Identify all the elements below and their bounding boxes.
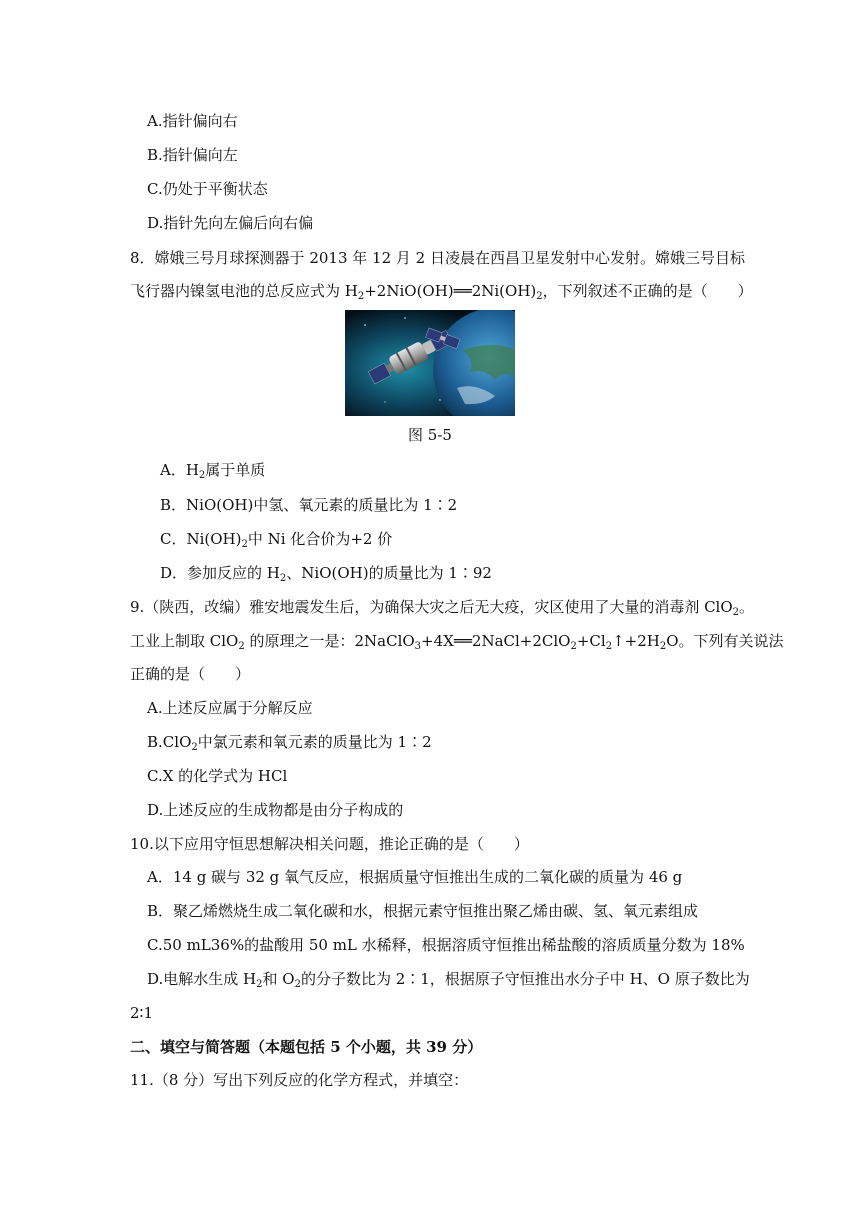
q8-option-a: A．$H_2$属于单质 (160, 461, 266, 481)
q10-option-d: D.电解水生成 $H_2$和 $O_2$的分子数比为 2∶1，根据原子守恒推出水分子中 H、O 原子数比为 (147, 970, 750, 990)
section-heading: 二、填空与简答题（本题包括 5 个小题，共 39 分） (130, 1038, 483, 1056)
q10-option-a: A．14 g 碳与 32 g 氧气反应，根据质量守恒推出生成的二氧化碳的质量为 46 g (147, 868, 683, 886)
q7-option-a: A.指针偏向右 (147, 112, 238, 130)
q7-option-b: B.指针偏向左 (147, 146, 238, 164)
q9-stem-line3: 正确的是（ ） (130, 665, 251, 683)
spacecraft-image (345, 310, 515, 416)
q11-stem: 11.（8 分）写出下列反应的化学方程式，并填空： (130, 1071, 469, 1089)
q8-option-b: B．NiO(OH)中氢、氧元素的质量比为 1∶2 (160, 496, 458, 514)
spacecraft-earth-illustration (345, 310, 515, 416)
q9-stem-line1: 9.（陕西，改编）雅安地震发生后，为确保大灾之后无大疫，灾区使用了大量的消毒剂 ClO$_2$。 (130, 598, 755, 618)
q9-option-b: B.ClO$_2$中氯元素和氧元素的质量比为 1∶2 (147, 733, 432, 753)
q9-option-a: A.上述反应属于分解反应 (147, 699, 313, 717)
q10-option-b: B．聚乙烯燃烧生成二氧化碳和水，根据元素守恒推出聚乙烯由碳、氢、氧元素组成 (147, 902, 699, 920)
q8-stem-line2: 飞行器内镍氢电池的总反应式为 $H_2+2NiO(OH)══2Ni(OH)_2$，下列叙述不正确的是（ ） (130, 282, 753, 302)
q8-option-c: C．$Ni(OH)_2$中 Ni 化合价为+2 价 (160, 530, 393, 550)
q10-option-d-continuation: 2∶1 (130, 1004, 153, 1022)
figure-caption: 图 5-5 (408, 426, 452, 444)
q7-option-d: D.指针先向左偏后向右偏 (147, 214, 314, 232)
q10-stem: 10.以下应用守恒思想解决相关问题，推论正确的是（ ） (130, 835, 529, 853)
q8-option-d: D．参加反应的 $H_2$、NiO(OH)的质量比为 1∶92 (160, 564, 492, 584)
q9-stem-line2: 工业上制取 ClO$_2$ 的原理之一是：$2NaClO_3+4X══2NaCl+2ClO_2+Cl_2↑+2H_2O$。下列有关说法 (130, 632, 784, 652)
q9-option-c: C.X 的化学式为 HCl (147, 767, 288, 785)
q10-option-c: C.50 mL36%的盐酸用 50 mL 水稀释，根据溶质守恒推出稀盐酸的溶质质量分数为 18% (147, 936, 745, 954)
q9-option-d: D.上述反应的生成物都是由分子构成的 (147, 801, 404, 819)
q7-option-c: C.仍处于平衡状态 (147, 180, 268, 198)
q8-stem-line1: 8．嫦娥三号月球探测器于 2013 年 12 月 2 日凌晨在西昌卫星发射中心发射。嫦娥三号目标 (130, 249, 745, 267)
